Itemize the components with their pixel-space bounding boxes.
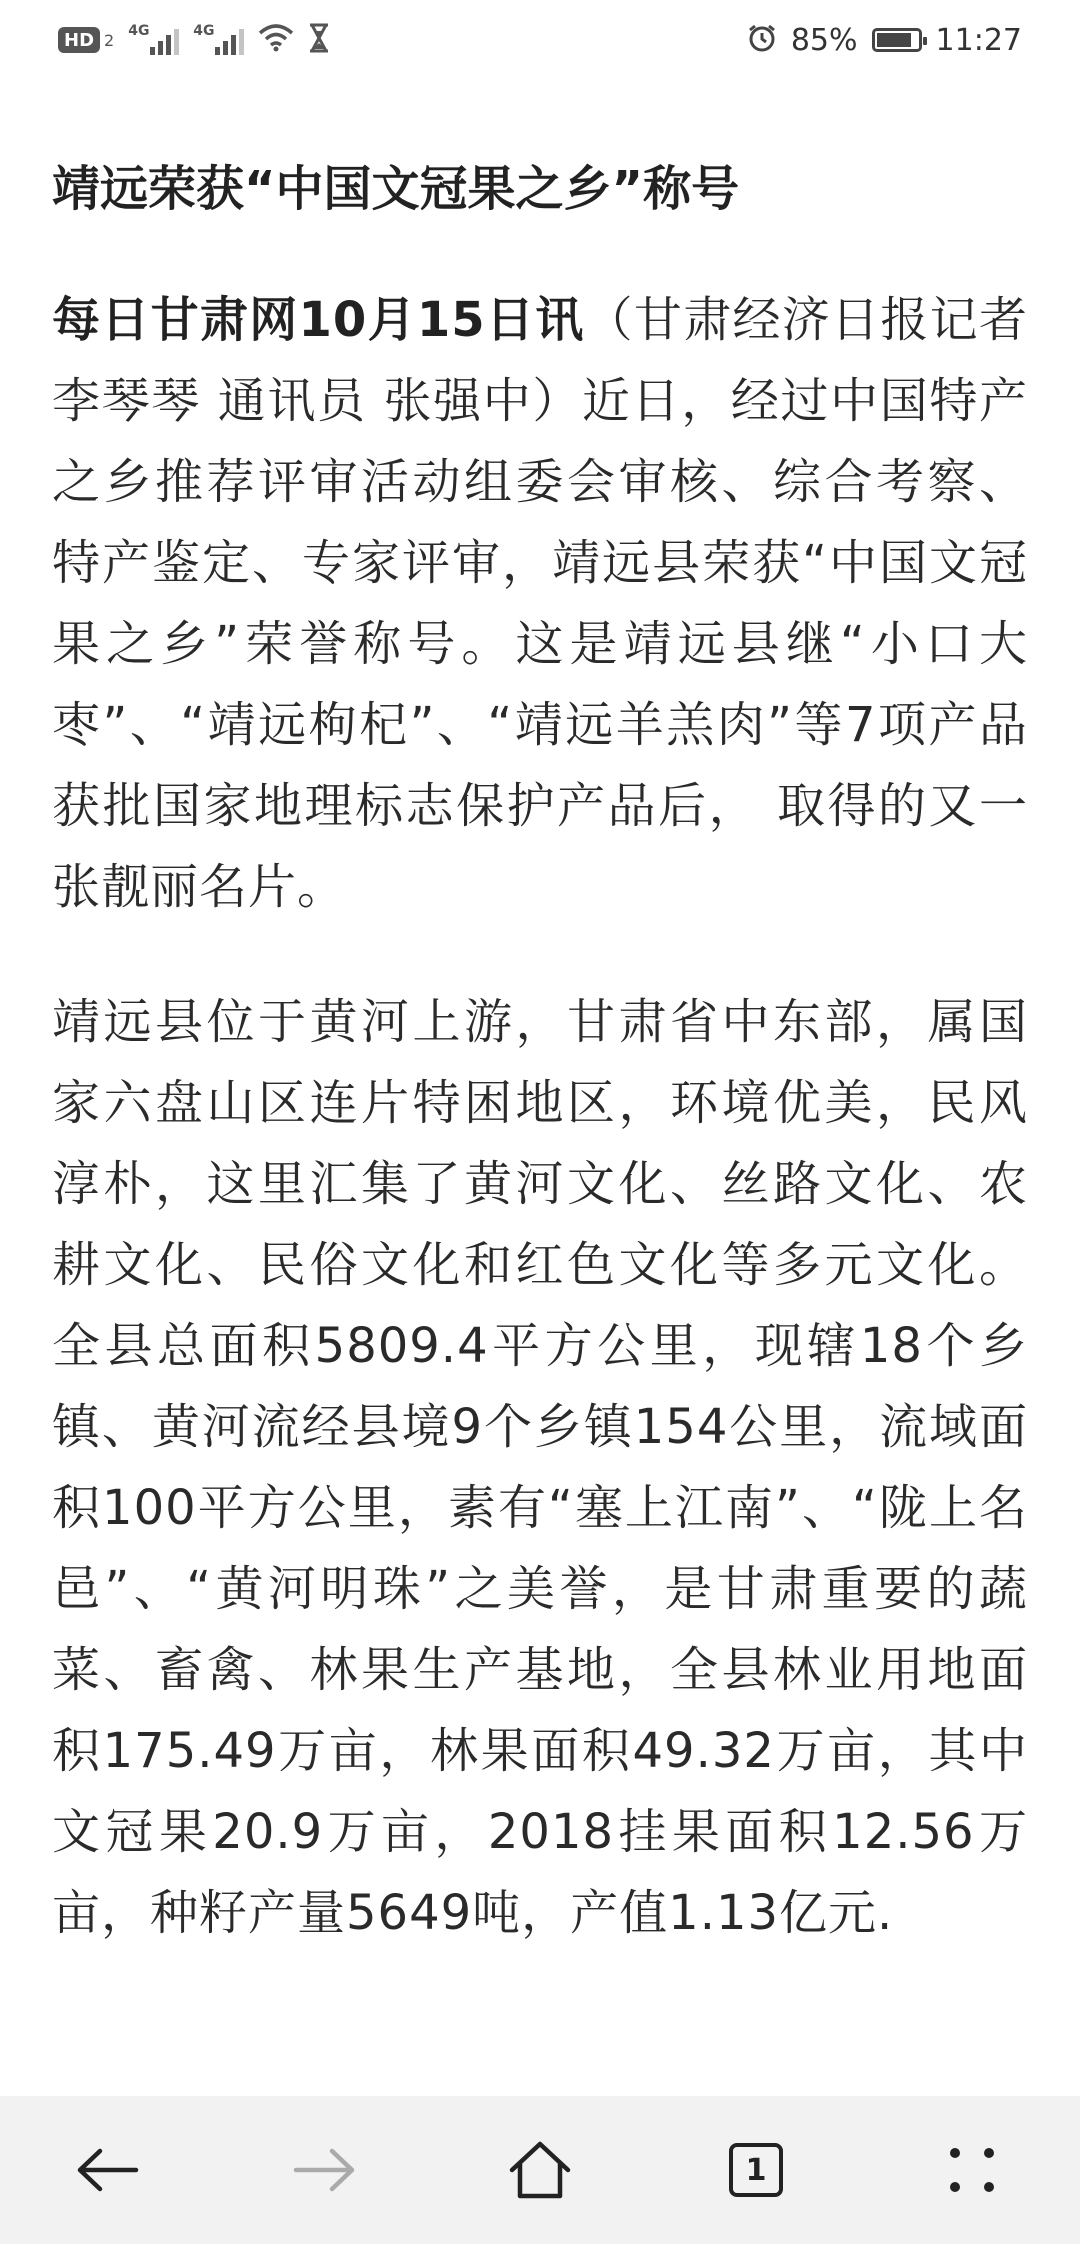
network-type-label: 4G <box>128 23 150 39</box>
signal-icon <box>193 25 244 55</box>
browser-bottom-nav <box>0 2096 1080 2244</box>
tabs-icon <box>729 2143 783 2197</box>
signal-icon <box>128 25 179 55</box>
hd-sim-index: 2 <box>104 30 115 50</box>
network-type-label: 4G <box>193 23 215 39</box>
battery-icon <box>872 28 922 52</box>
alarm-icon <box>747 23 777 57</box>
battery-fill <box>877 33 911 47</box>
hd-voice-icon: HD <box>58 27 100 53</box>
menu-button[interactable] <box>912 2110 1032 2230</box>
back-button[interactable] <box>48 2110 168 2230</box>
tab-count: 1 <box>745 2152 767 2188</box>
back-arrow-icon <box>76 2145 140 2195</box>
status-bar <box>0 0 1080 80</box>
tabs-button[interactable] <box>696 2110 816 2230</box>
forward-arrow-icon <box>292 2145 356 2195</box>
home-button[interactable] <box>480 2110 600 2230</box>
home-icon <box>508 2140 572 2200</box>
status-left <box>58 23 330 57</box>
battery-percent: 85% <box>790 22 858 58</box>
paragraph-1-body: （甘肃经济日报记者 李琴琴 通讯员 张强中）近日，经过中国特产之乡推荐评审活动组委会审核、综合考察、特产鉴定、专家评审，靖远县荣获“中国文冠果之乡”荣誉称号。这是靖远县继“小口大枣”、“靖远枸杞”、“靖远羊羔肉”等7项产品获批国家地理标志保护产品后， 取得的又一张靓丽名片。 <box>52 292 1028 916</box>
dateline: 每日甘肃网10月15日讯 <box>52 292 585 349</box>
status-right <box>747 23 1022 58</box>
wifi-icon <box>258 23 294 57</box>
forward-button[interactable] <box>264 2110 384 2230</box>
article-paragraph-2: 靖远县位于黄河上游，甘肃省中东部，属国家六盘山区连片特困地区，环境优美，民风淳朴，这里汇集了黄河文化、丝路文化、农耕文化、民俗文化和红色文化等多元文化。全县总面积5809.4平方公里，现辖18个乡镇、黄河流经县境9个乡镇154公里，流域面积100平方公里，素有“塞上江南”、“陇上名邑”、“黄河明珠”之美誉，是甘肃重要的蔬菜、畜禽、林果生产基地，全县林业用地面积175.49万亩，林果面积49.32万亩，其中文冠果20.9万亩，2018挂果面积12.56万亩，种籽产量5649吨，产值1.13亿元. <box>52 994 1028 1942</box>
hourglass-icon <box>308 23 330 57</box>
article <box>52 140 1028 2008</box>
article-title: 靖远荣获“中国文冠果之乡”称号 <box>52 161 740 217</box>
menu-dots-icon <box>947 2145 997 2195</box>
clock: 11:27 <box>935 22 1022 58</box>
article-paragraph-1 <box>52 280 1028 928</box>
